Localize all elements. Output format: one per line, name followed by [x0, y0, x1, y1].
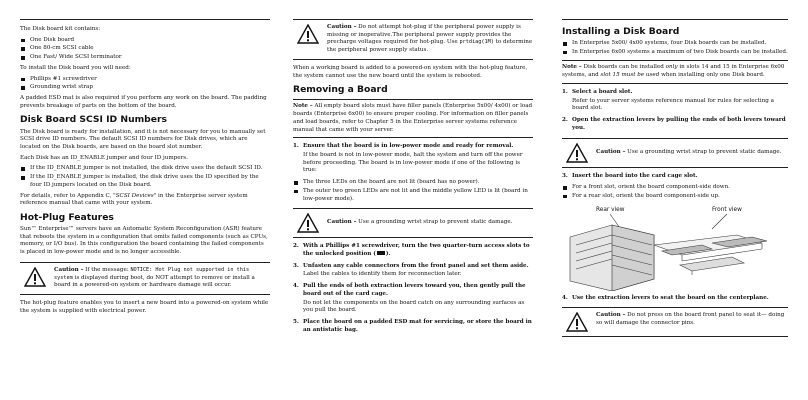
appendix-reference: "SCSI Devices" — [113, 192, 157, 199]
step-title: Select a board slot. — [572, 88, 633, 95]
step-item: 4. Use the extraction levers to seat the board on the centerplane. — [562, 295, 788, 303]
step-item: 2. With a Phillips #1 screwdriver, turn the two quarter-turn access slots to the unlocked position ( ). — [293, 243, 533, 258]
hotplug-paragraph-2: The hot-plug feature enables you to insert a new board into a powered-on system while the system is supplied with electrical power. — [20, 300, 269, 314]
install-list — [562, 40, 788, 56]
kit-list — [20, 37, 270, 62]
step-text: If the board is not in low-power mode, halt the system and turn off the power before proceeding. The board is in low-power mode if one of the following is true: — [303, 151, 523, 174]
step-item: 1. Select a board slot. Refer to your server systems reference manual for rules for selecting a board slot. — [562, 89, 788, 113]
step-item: 2. Open the extraction levers by pulling the ends of both levers toward you. — [562, 117, 788, 132]
step-text: Refer to your server systems reference manual for rules for selecting a board slot. — [572, 97, 774, 112]
step-title: Pull the ends of both extraction levers toward you, then gently pull the board out of the card cage. — [303, 283, 526, 297]
step-text: Do not let the components on the board catch on any surrounding surfaces as you pull the board. — [303, 299, 525, 314]
figure-label-rear: Rear view — [596, 206, 625, 213]
list-item: The outer two green LEDs are not lit and the middle yellow LED is lit (board in low-power mode). — [293, 188, 533, 203]
details-paragraph: For details, refer to Appendix C, "SCSI Devices" in the Enterprise server system reference manual that came with your system. — [20, 192, 248, 207]
step-item: 3. Insert the board into the card cage slot. — [562, 173, 788, 181]
scsi-list — [20, 165, 270, 189]
install-steps — [562, 89, 788, 133]
card-cage-figure — [562, 207, 788, 291]
step-item: 3. Unfasten any cable connectors from the front panel and set them aside. Label the cables to identify them for reconnection later. — [293, 263, 533, 279]
install-steps-final — [562, 295, 788, 303]
list-item: In Enterprise 6x00 systems a maximum of two Disk boards can be installed. — [562, 49, 788, 57]
prtdiag-command: prtdiag(1M) — [459, 39, 494, 46]
kit-intro: The Disk board kit contains: — [20, 26, 101, 32]
column-1 — [20, 0, 270, 318]
caution-label: Caution – — [54, 266, 84, 273]
top-rule — [20, 19, 270, 20]
warning-icon — [566, 143, 588, 163]
list-item: If the ID_ENABLE jumper is installed, the disk drive uses the ID specified by the four ID jumpers located on the Disk board. — [20, 174, 270, 189]
step-title: Use the extraction levers to seat the board on the centerplane. — [572, 294, 769, 301]
removal-steps — [293, 143, 533, 175]
column-3 — [562, 0, 788, 342]
caution-label: Caution – — [327, 219, 357, 226]
working-board-paragraph: When a working board is added to a powered-on system with the hot-plug feature, the system cannot use the new board until the system is rebooted. — [293, 64, 528, 79]
orientation-list — [562, 184, 788, 200]
step-title: Ensure that the board is in low-power mode and ready for removal. — [303, 143, 514, 150]
step-title: Place the board on a padded ESD mat for servicing, or store the board in an antistatic bag. — [303, 319, 532, 333]
column-2 — [293, 0, 533, 338]
install-steps-continued — [562, 173, 788, 181]
caution-box: Caution – Do not attempt hot-plug if the peripheral power supply is missing or inoperative.The peripheral power supply provides the precharge voltages required for hot-plug. Use prtdiag(1M) to determine the peripheral power supply status. — [293, 19, 533, 60]
step-title: Open the extraction levers by pulling the ends of both levers toward you. — [572, 117, 786, 131]
list-item: In Enterprise 5x00/ 4x00 systems, four Disk boards can be installed. — [562, 40, 788, 48]
caution-box: Caution – Use a grounding wrist strap to prevent static damage. — [293, 208, 533, 238]
warning-icon — [566, 312, 588, 332]
unlocked-slot-icon — [377, 251, 385, 255]
caution-box: Caution – Do not press on the board front panel to seat it— doing so will damage the connector pins. — [562, 307, 788, 337]
heading-scsi-ids: Disk Board SCSI ID Numbers — [20, 114, 167, 126]
note-box: Note – Disk boards can be installed only in slots 14 and 15 in Enterprise 6x00 systems, and slot 15 must be used when installing only one Disk board. — [562, 60, 788, 83]
step-text: Label the cables to identify them for reconnection later. — [303, 271, 462, 278]
caution-box: Caution – If the message: NOTICE: Hot Plug not supported in this system is displayed during boot, do NOT attempt to remove or install a board in a powered-on system or hardware damage will occur. — [20, 262, 270, 295]
list-item: For a front slot, orient the board component-side down. — [562, 184, 788, 192]
warning-icon — [297, 213, 319, 233]
top-rule — [562, 19, 788, 20]
notice-message: NOTICE: Hot Plug not supported in this system — [54, 266, 250, 281]
list-item: One Fast/ Wide SCSI terminator — [20, 54, 270, 62]
note-label: Note – — [562, 64, 582, 71]
warning-icon — [297, 24, 319, 44]
note-box: Note – All empty board slots must have filler panels (Enterprise 5x00/ 4x00) or load boards (Enterprise 6x00) to ensure proper cooling. For information on filler panels and load boards, refer to Chapter 5 in the Enterprise server systems reference manual that came with your server. — [293, 99, 533, 138]
list-item: Phillips #1 screwdriver — [20, 76, 270, 84]
led-list — [293, 179, 533, 203]
caution-label: Caution – — [596, 312, 626, 319]
need-list — [20, 76, 270, 92]
card-cage-illustration — [562, 207, 788, 291]
heading-installing-board: Installing a Disk Board — [562, 26, 680, 37]
step-item: 1. Ensure that the board is in low-power mode and ready for removal. If the board is not in low-power mode, halt the system and turn off the power before proceeding. The board is in low-power mode if one of the following is true: — [293, 143, 533, 175]
caution-label: Caution – — [327, 24, 357, 30]
note-label: Note – — [293, 103, 313, 110]
scsi-paragraph-1: The Disk board is ready for installation, and it is not necessary for you to manually set SCSI drive ID numbers. The default SCSI ID numbers for Disk drives, which are located on the Disk boards, are based on the board slot number. — [20, 128, 266, 150]
step-title: With a Phillips #1 screwdriver, turn the two quarter-turn access slots to the unlocked position ( ). — [303, 243, 530, 257]
caution-label: Caution – — [596, 148, 626, 155]
step-item: 5. Place the board on a padded ESD mat for servicing, or store the board in an antistatic bag. — [293, 319, 532, 333]
scsi-paragraph-2: Each Disk has an ID_ENABLE jumper and four ID jumpers. — [20, 154, 188, 161]
warning-icon — [24, 267, 46, 287]
heading-hot-plug: Hot-Plug Features — [20, 211, 114, 223]
step-item: 4. Pull the ends of both extraction levers toward you, then gently pull the board out of the card cage. Do not let the components on the board catch on any surrounding surfaces as you pull the board. — [293, 283, 533, 315]
figure-label-front: Front view — [712, 206, 742, 213]
hotplug-paragraph: Sun™ Enterprise™ servers have an Automatic System Reconfiguration (ASR) feature that reboots the system in a configuration that omits failed components (such as CPUs, memory, or I/O bus). In this configuration the board containing the failed components is placed in low-power mode and is no longer accessible. — [20, 226, 268, 256]
step-title: Insert the board into the card cage slot. — [572, 172, 698, 179]
caution-box: Caution – Use a grounding wrist strap to prevent static damage. — [562, 138, 788, 168]
esd-paragraph: A padded ESD mat is also required if you perform any work on the board. The padding prevents breakage of parts on the bottom of the board. — [20, 95, 267, 109]
list-item: If the ID_ENABLE jumper is not installed, the disk drive uses the default SCSI ID. — [20, 165, 270, 173]
list-item: One Disk board — [20, 37, 270, 45]
list-item: One 80-cm SCSI cable — [20, 45, 270, 53]
step-title: Unfasten any cable connectors from the front panel and set them aside. — [303, 262, 529, 269]
need-intro: To install the Disk board you will need: — [20, 64, 131, 71]
list-item: Grounding wrist strap — [20, 84, 270, 92]
removal-steps-continued — [293, 243, 533, 334]
list-item: The three LEDs on the board are not lit (board has no power). — [293, 179, 533, 187]
list-item: For a rear slot, orient the board component-side up. — [562, 193, 788, 201]
heading-removing-board: Removing a Board — [293, 84, 388, 96]
